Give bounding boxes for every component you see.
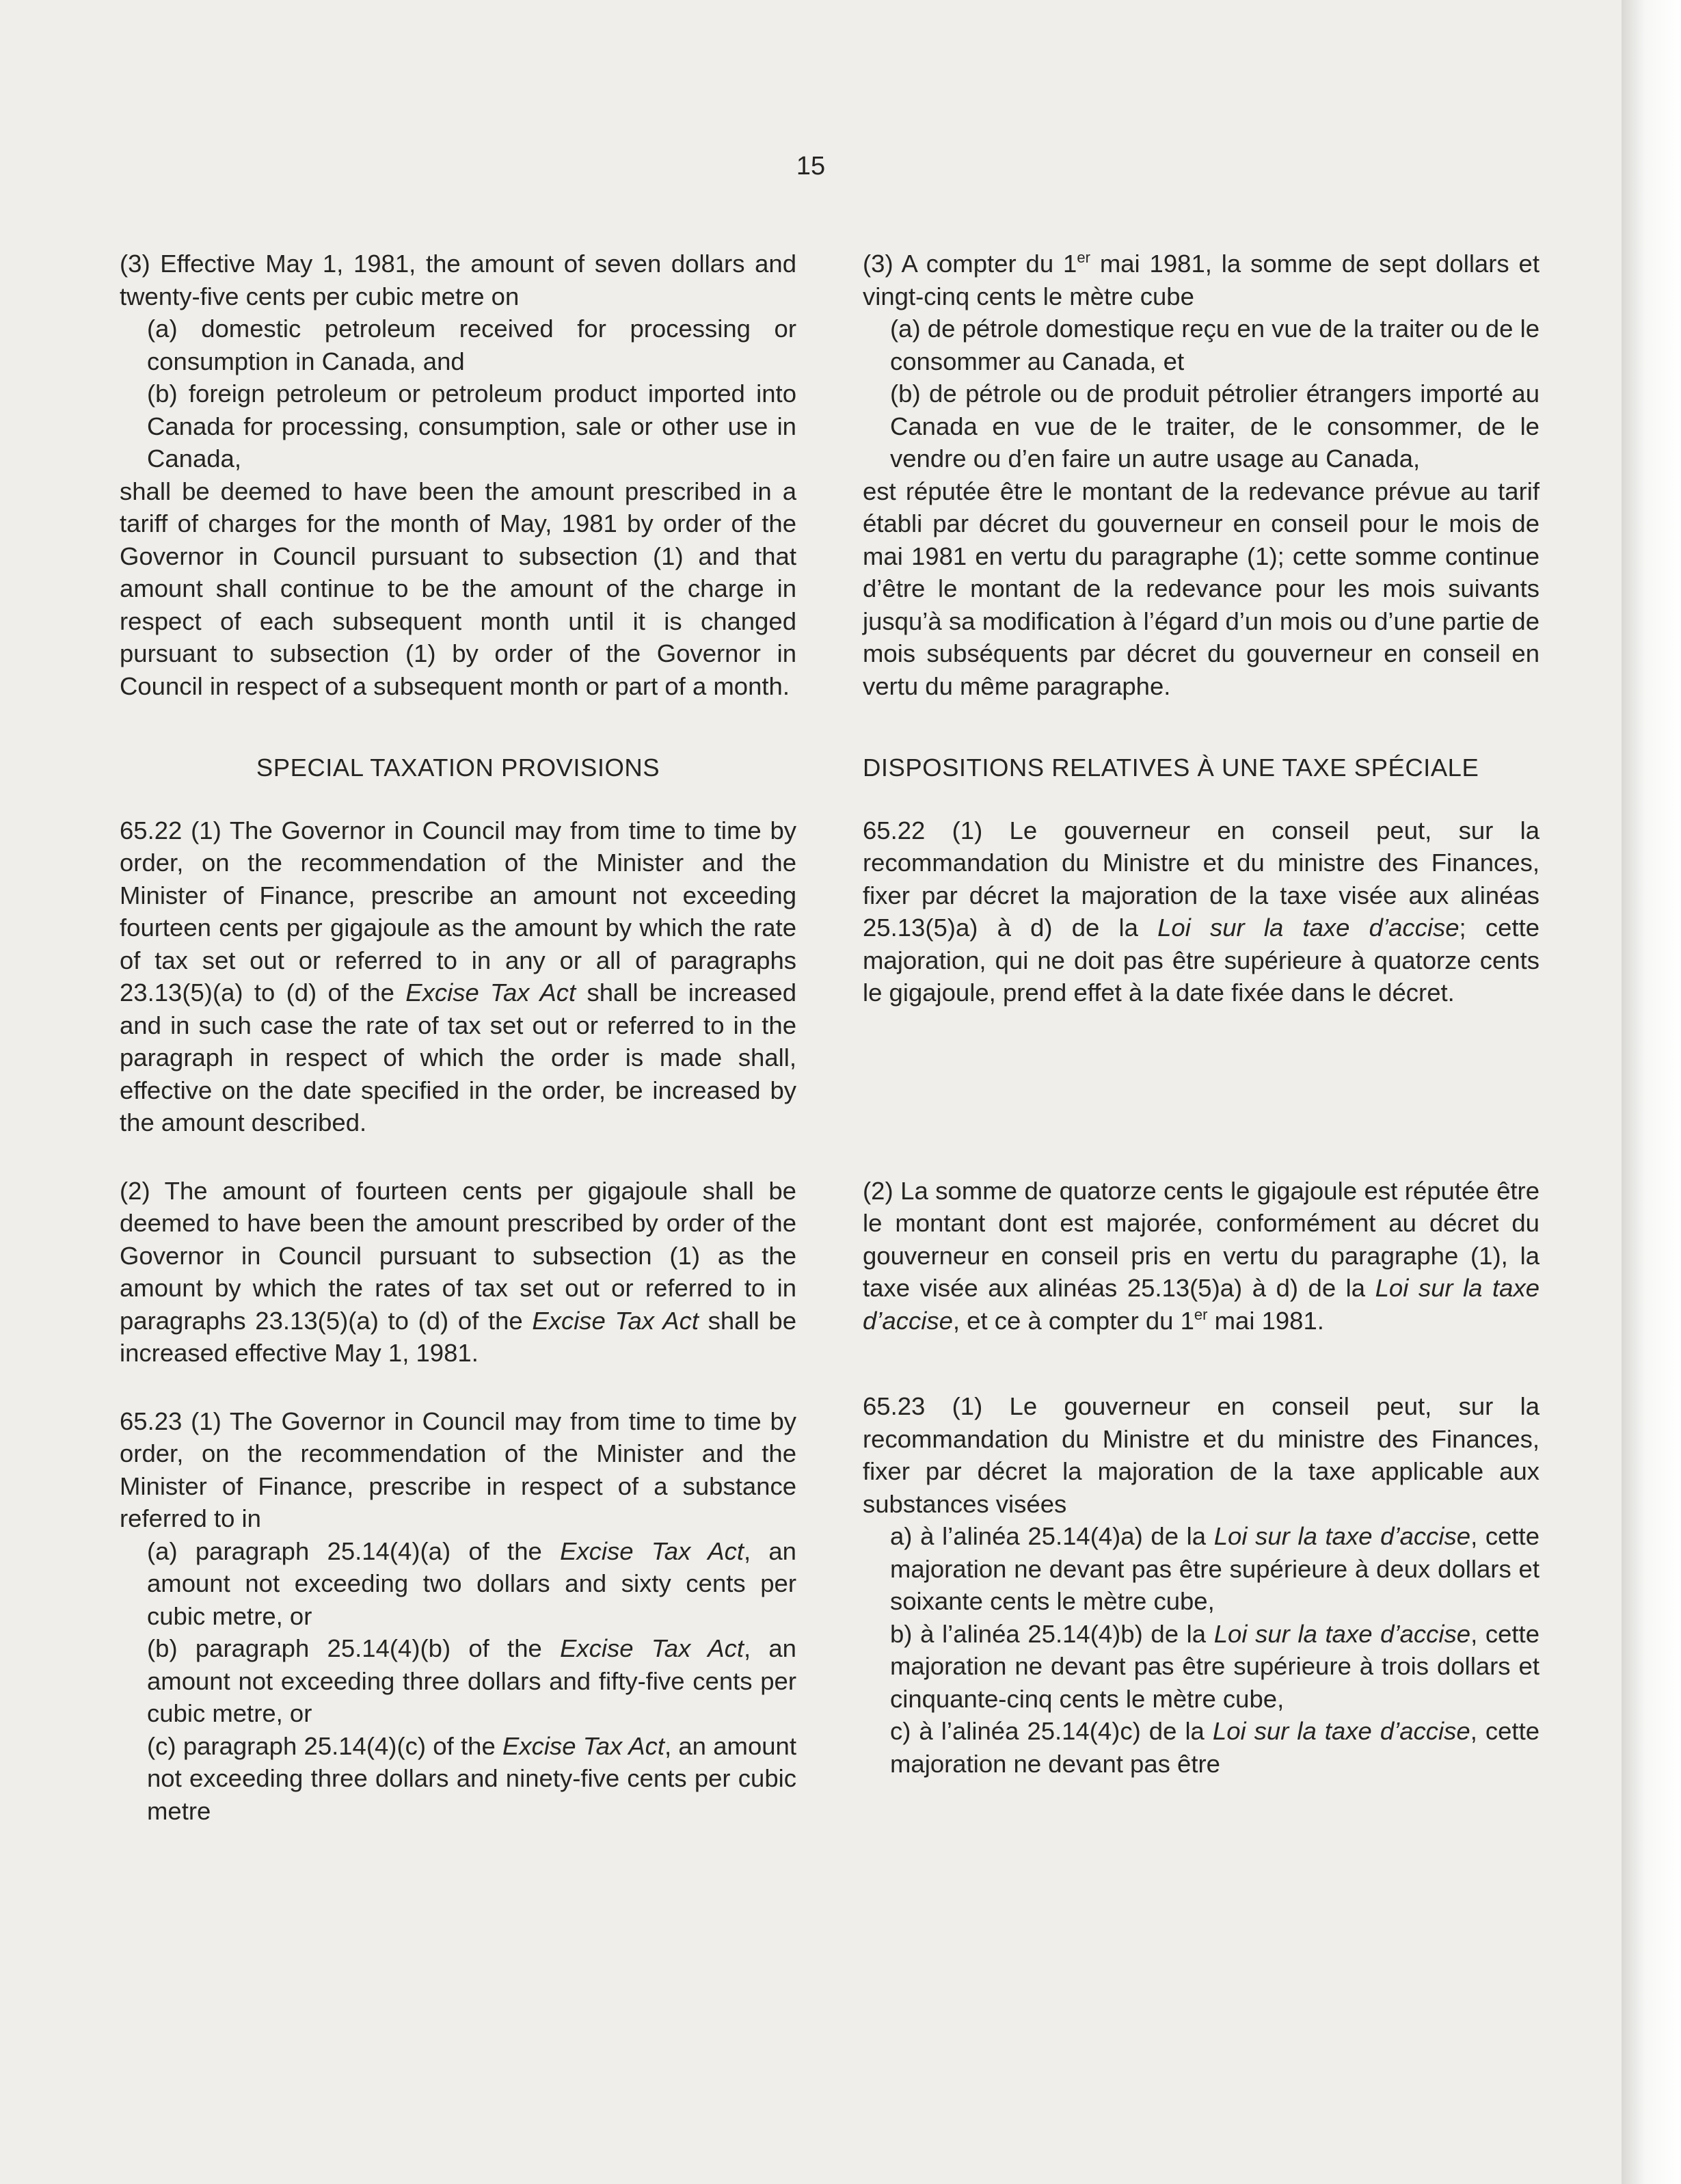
en-section-6523-para-c: (c) paragraph 25.14(4)(c) of the Excise Tax Act, an amount not exceeding three dollars and ninety-five cents per cubic metre (147, 1731, 797, 1825)
en-act-title: Excise Tax Act (405, 978, 576, 1007)
en-section-6523-1-intro: 65.23 (1) The Governor in Council may from time to time by order, on the recommendation of the Minister and the Minister of Finance, prescribe in respect of a substance referred to in (120, 1407, 796, 1532)
fr-act-title: Loi sur la taxe d’accise (863, 1274, 1539, 1335)
fr-section-6523-para-c: c) à l’alinéa 25.14(4)c) de la Loi sur la taxe d’accise, cette majoration ne devant pas être (890, 1717, 1540, 1778)
en-subsection-3-tail: shall be deemed to have been the amount prescribed in a tariff of charges for the month of May, 1981 by order of the Governor in Council pursuant to subsection (1) and that amount shall continue to be the amount of the charge in respect of each subsequent month until it is changed pursuant to subsection (1) by order of the Governor in Council in respect of a subsequent month or part of a month. (120, 477, 796, 700)
en-act-title: Excise Tax Act (502, 1731, 664, 1760)
en-act-title: Excise Tax Act (560, 1536, 744, 1565)
fr-section-6522-1: 65.22 (1) Le gouverneur en conseil peut, sur la recommandation du Ministre et du ministre des Finances, fixer par décret la majoration de la taxe visée aux alinéas 25.13(5)a) à d) de la Loi sur la taxe d’accise; cette majoration, qui ne doit pas être supérieure à quatorze cents le gigajoule, prend effet à la date fixée dans le décret. (863, 816, 1540, 1007)
fr-act-title: Loi sur la taxe d’accise (1157, 914, 1460, 942)
fr-section-6522-2: (2) La somme de quatorze cents le gigajoule est réputée être le montant dont est majorée, conformément au décret du gouverneur en conseil pris en vertu du paragraphe (1), la taxe visée aux alinéas 25.13(5)a) à d) de la Loi sur la taxe d’accise, et ce à compter du 1er mai 1981. (863, 1176, 1539, 1335)
fr-section-6523-para-a: a) à l’alinéa 25.14(4)a) de la Loi sur la taxe d’accise, cette majoration ne devant pas être supérieure à deux dollars et soixante cents le mètre cube, (890, 1522, 1539, 1615)
en-section-6522-2: (2) The amount of fourteen cents per gigajoule shall be deemed to have been the amount prescribed by order of the Governor in Council pursuant to subsection (1) as the amount by which the rates of tax set out or referred to in paragraphs 23.13(5)(a) to (d) of the Excise Tax Act shall be increased effective May 1, 1981. (120, 1176, 796, 1367)
en-act-title: Excise Tax Act (532, 1306, 699, 1335)
fr-act-title: Loi sur la taxe d’accise (1212, 1717, 1470, 1745)
en-section-6522-1: 65.22 (1) The Governor in Council may from time to time by order, on the recommendation of the Minister and the Minister of Finance, prescribe an amount not exceeding fourteen cents per gigajoule as the amount by which the rate of tax set out or referred to in any or all of paragraphs 23.13(5)(a) to (d) of the Excise Tax Act shall be increased and in such case the rate of tax set out or referred to in the paragraph in respect of which the order is made shall, effective on the date specified in the order, be increased by the amount described. (120, 816, 796, 1136)
en-subsection-3-para-b: (b) foreign petroleum or petroleum product imported into Canada for processing, consumption, sale or other use in Canada, (147, 379, 796, 472)
english-column (120, 248, 796, 1827)
en-subsection-3-intro: (3) Effective May 1, 1981, the amount of seven dollars and twenty-five cents per cubic metre on (120, 250, 796, 310)
fr-act-title: Loi sur la taxe d’accise (1213, 1522, 1471, 1550)
page-edge (1622, 0, 1681, 2184)
en-subsection-3-para-a: (a) domestic petroleum received for processing or consumption in Canada, and (147, 315, 796, 375)
fr-subsection-3-tail: est réputée être le montant de la redevance prévue au tarif établi par décret du gouverneur en conseil pour le mois de mai 1981 en vertu du paragraphe (1); cette somme continue d’être le montant de la redevance pour les mois suivants jusqu’à sa modification à l’égard d’un mois ou d’une partie de mois subséquents par décret du gouverneur en conseil en vertu du même paragraphe. (863, 477, 1539, 700)
en-section-6523-para-b: (b) paragraph 25.14(4)(b) of the Excise Tax Act, an amount not exceeding three dollars and fifty-five cents per cubic metre, or (147, 1634, 796, 1727)
fr-subsection-3-para-a: (a) de pétrole domestique reçu en vue de la traiter ou de le consommer au Canada, et (890, 315, 1539, 375)
fr-subsection-3-para-b: (b) de pétrole ou de produit pétrolier étrangers importé au Canada en vue de le traiter, de le consommer, de le vendre ou d’en faire un autre usage au Canada, (890, 379, 1539, 472)
fr-act-title: Loi sur la taxe d’accise (1213, 1619, 1471, 1648)
french-column (863, 248, 1539, 1780)
fr-section-heading: DISPOSITIONS RELATIVES À UNE TAXE SPÉCIALE (863, 754, 1479, 782)
fr-section-6523-1-intro: 65.23 (1) Le gouverneur en conseil peut, sur la recommandation du Ministre et du ministre des Finances, fixer par décret la majoration de la taxe applicable aux substances visées (863, 1392, 1539, 1518)
fr-subsection-3-intro: (3) A compter du 1er mai 1981, la somme de sept dollars et vingt-cinq cents le mètre cube (863, 249, 1539, 310)
en-section-6523-para-a: (a) paragraph 25.14(4)(a) of the Excise Tax Act, an amount not exceeding two dollars and sixty cents per cubic metre, or (147, 1536, 796, 1630)
page-number: 15 (796, 152, 826, 181)
fr-section-6523-para-b: b) à l’alinéa 25.14(4)b) de la Loi sur la taxe d’accise, cette majoration ne devant pas être supérieure à trois dollars et cinquante-cinq cents le mètre cube, (890, 1619, 1539, 1713)
en-section-heading: SPECIAL TAXATION PROVISIONS (256, 754, 660, 782)
en-act-title: Excise Tax Act (560, 1634, 744, 1662)
